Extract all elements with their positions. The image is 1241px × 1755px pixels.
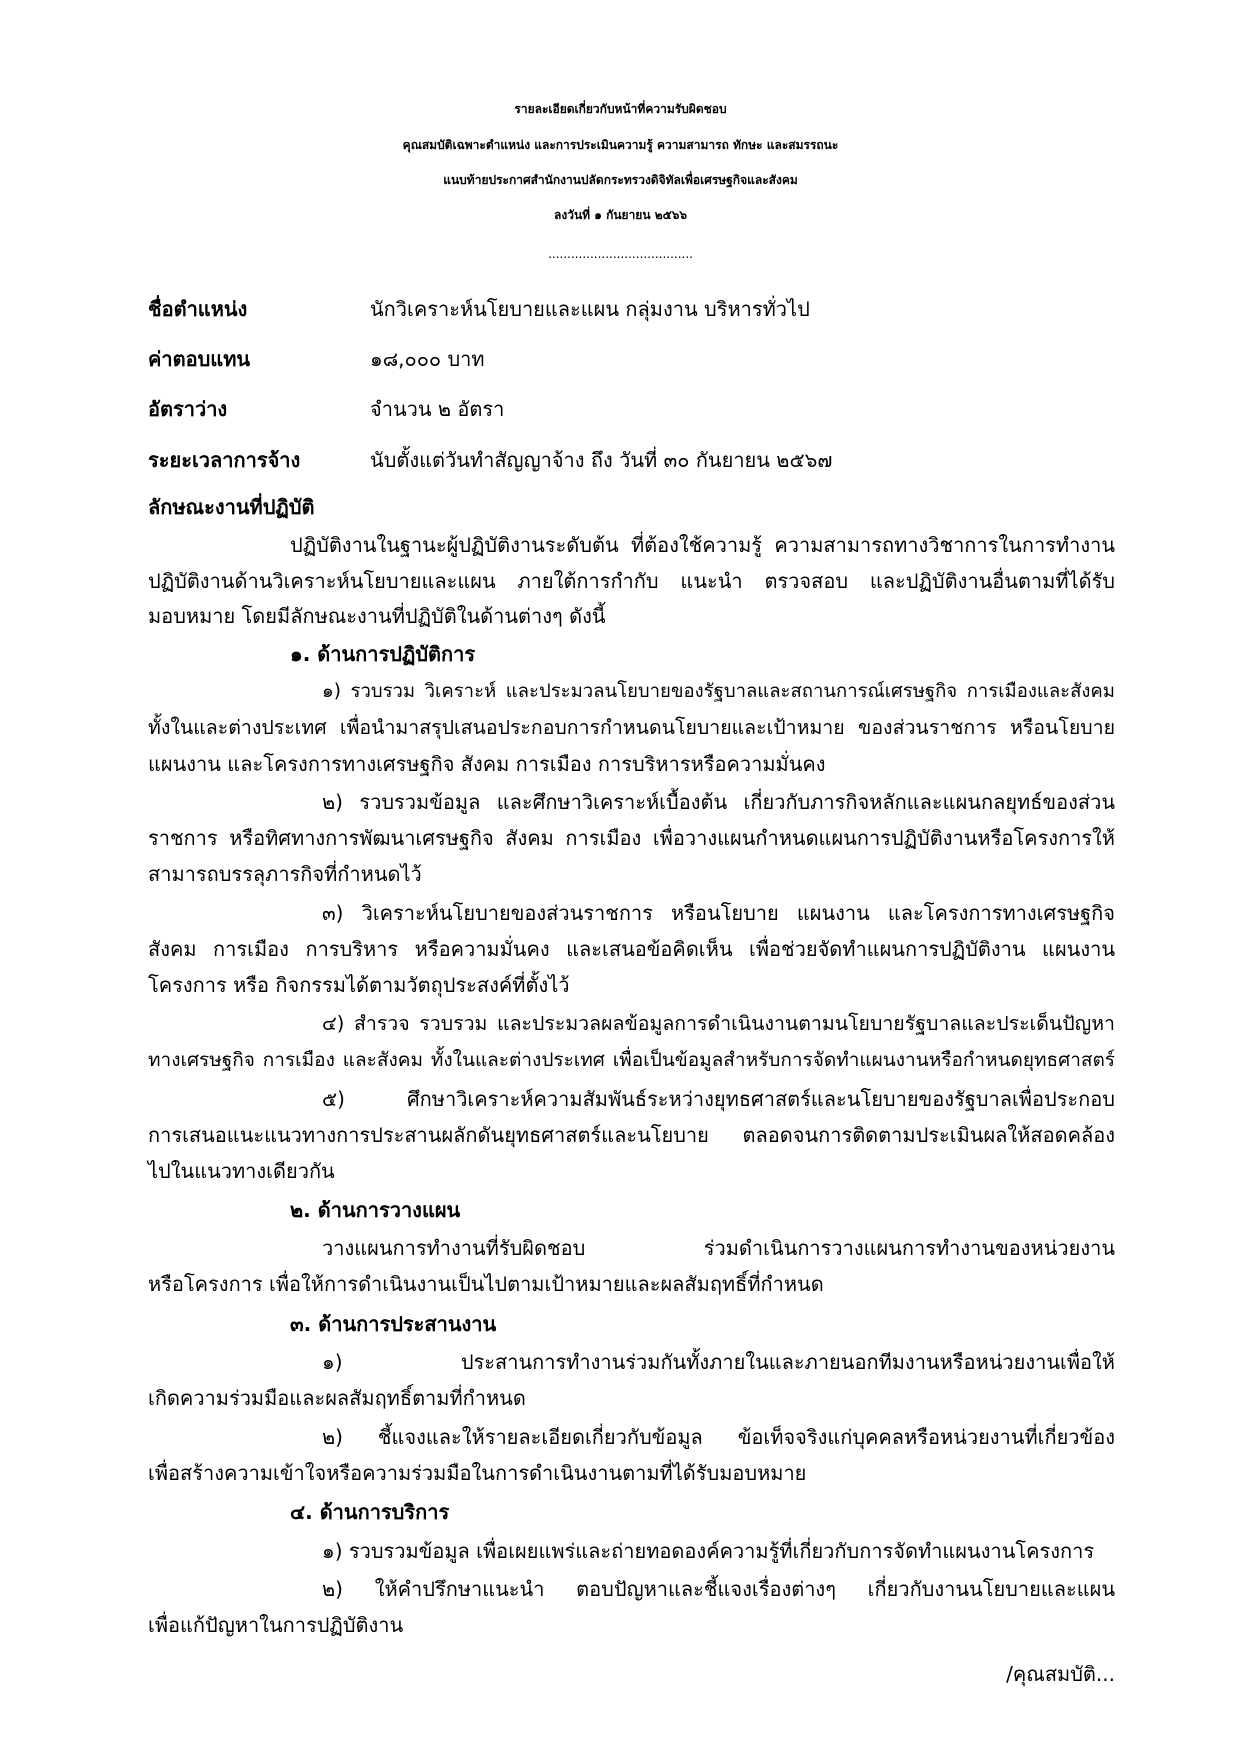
header-date: ลงวันที่ ๑ กันยายน ๒๕๖๖ [554, 208, 687, 222]
header-separator: ...................................... [548, 247, 693, 261]
paragraph-line: เพื่อแก้ปัญหาในการปฏิบัติงาน [148, 1613, 404, 1637]
paragraph-line: ๑) รวบรวม วิเคราะห์ และประมวลนโยบายของรัฐบาลและสถานการณ์เศรษฐกิจ การเมืองและสังคม [322, 681, 1115, 702]
period-label: ระยะเวลาการจ้าง [148, 448, 301, 472]
position-value: นักวิเคราะห์นโยบายและแผน กลุ่มงาน บริหารทั่วไป [370, 297, 810, 321]
continued-note: /คุณสมบัติ... [1006, 1662, 1115, 1686]
paragraph-line: การเสนอแนะแนวทางการประสานผลักดันยุทธศาสตร์และนโยบาย ตลอดจนการติดตามประเมินผลให้สอดคล้อง [148, 1123, 1115, 1147]
paragraph-line: ไปในแนวทางเดียวกัน [148, 1159, 335, 1183]
position-label: ชื่อตำแหน่ง [148, 297, 248, 321]
pay-label: ค่าตอบแทน [148, 347, 251, 371]
intro-line: ปฏิบัติงานด้านวิเคราะห์นโยบายและแผน ภายใต้การกำกับ แนะนำ ตรวจสอบ และปฏิบัติงานอื่นตามที่ได้รับ [148, 569, 1115, 593]
paragraph-line: ๑) ประสานการทำงานร่วมกันทั้งภายในและภายนอกทีมงานหรือหน่วยงานเพื่อให้ [322, 1350, 1115, 1374]
intro-line: ปฏิบัติงานในฐานะผู้ปฏิบัติงานระดับต้น ที่ต้องใช้ความรู้ ความสามารถทางวิชาการในการทำงาน [290, 533, 1115, 557]
paragraph-line: ๑) รวบรวมข้อมูล เพื่อเผยแพร่และถ่ายทอดองค์ความรู้ที่เกี่ยวกับการจัดทำแผนงานโครงการ [322, 1539, 1095, 1563]
section-title: ๑. ด้านการปฏิบัติการ [290, 642, 476, 666]
vacancy-value: จำนวน ๒ อัตรา [370, 397, 505, 421]
paragraph-line: สังคม การเมือง การบริหาร หรือความมั่นคง และเสนอข้อคิดเห็น เพื่อช่วยจัดทำแผนการปฏิบัติงาน แผนงาน [148, 937, 1115, 961]
paragraph-line: เกิดความร่วมมือและผลสัมฤทธิ์ตามที่กำหนด [148, 1386, 526, 1410]
paragraph-line: ราชการ หรือทิศทางการพัฒนาเศรษฐกิจ สังคม การเมือง เพื่อวางแผนกำหนดแผนการปฏิบัติงานหรือโครงการให้ [148, 826, 1115, 850]
section-title: ๔. ด้านการบริการ [290, 1500, 450, 1524]
period-value: นับตั้งแต่วันทำสัญญาจ้าง ถึง วันที่ ๓๐ กันยายน ๒๕๖๗ [370, 448, 833, 472]
duties-heading: ลักษณะงานที่ปฏิบัติ [148, 495, 315, 519]
header-line-2: คุณสมบัติเฉพาะตำแหน่ง และการประเมินความรู้ ความสามารถ ทักษะ และสมรรถนะ [402, 138, 839, 152]
paragraph-line: ๓) วิเคราะห์นโยบายของส่วนราชการ หรือนโยบาย แผนงาน และโครงการทางเศรษฐกิจ [322, 901, 1115, 925]
paragraph-line: เพื่อสร้างความเข้าใจหรือความร่วมมือในการดำเนินงานตามที่ได้รับมอบหมาย [148, 1461, 807, 1485]
intro-line: มอบหมาย โดยมีลักษณะงานที่ปฏิบัติในด้านต่างๆ ดังนี้ [148, 604, 606, 628]
header-line-3: แนบท้ายประกาศสำนักงานปลัดกระทรวงดิจิทัลเพื่อเศรษฐกิจและสังคม [443, 173, 798, 187]
section-title: ๓. ด้านการประสานงาน [290, 1312, 497, 1336]
section-title: ๒. ด้านการวางแผน [290, 1198, 461, 1222]
paragraph-line: โครงการ หรือ กิจกรรมได้ตามวัตถุประสงค์ที่ตั้งไว้ [148, 973, 570, 997]
paragraph-line: สามารถบรรลุภารกิจที่กำหนดไว้ [148, 862, 422, 886]
paragraph-line: ทางเศรษฐกิจ การเมือง และสังคม ทั้งในและต่างประเทศ เพื่อเป็นข้อมูลสำหรับการจัดทำแผนงานหรือกำหนดยุทธศาสตร์ [148, 1049, 1115, 1071]
paragraph-line: แผนงาน และโครงการทางเศรษฐกิจ สังคม การเมือง การบริหารหรือความมั่นคง [148, 752, 826, 776]
header-line-1: รายละเอียดเกี่ยวกับหน้าที่ความรับผิดชอบ [514, 102, 727, 116]
paragraph-line: ๒) ชี้แจงและให้รายละเอียดเกี่ยวกับข้อมูล ข้อเท็จจริงแก่บุคคลหรือหน่วยงานที่เกี่ยวข้อง [322, 1425, 1115, 1449]
paragraph-line: ๒) ให้คำปรึกษาแนะนำ ตอบปัญหาและชี้แจงเรื่องต่างๆ เกี่ยวกับงานนโยบายและแผน [322, 1577, 1115, 1601]
paragraph-line: ๒) รวบรวมข้อมูล และศึกษาวิเคราะห์เบื้องต้น เกี่ยวกับภารกิจหลักและแผนกลยุทธ์ของส่วน [322, 790, 1115, 814]
pay-value: ๑๘,๐๐๐ บาท [370, 347, 485, 371]
vacancy-label: อัตราว่าง [148, 397, 228, 421]
paragraph-line: ๕) ศึกษาวิเคราะห์ความสัมพันธ์ระหว่างยุทธศาสตร์และนโยบายของรัฐบาลเพื่อประกอบ [322, 1087, 1115, 1111]
paragraph-line: หรือโครงการ เพื่อให้การดำเนินงานเป็นไปตามเป้าหมายและผลสัมฤทธิ์ที่กำหนด [148, 1272, 824, 1296]
paragraph-line: ทั้งในและต่างประเทศ เพื่อนำมาสรุปเสนอประกอบการกำหนดนโยบายและเป้าหมาย ของส่วนราชการ หรือนโยบาย [148, 716, 1115, 739]
paragraph-line: วางแผนการทำงานที่รับผิดชอบ ร่วมดำเนินการวางแผนการทำงานของหน่วยงาน [322, 1236, 1115, 1260]
paragraph-line: ๔) สำรวจ รวบรวม และประมวลผลข้อมูลการดำเนินงานตามนโยบายรัฐบาลและประเด็นปัญหา [322, 1012, 1115, 1035]
